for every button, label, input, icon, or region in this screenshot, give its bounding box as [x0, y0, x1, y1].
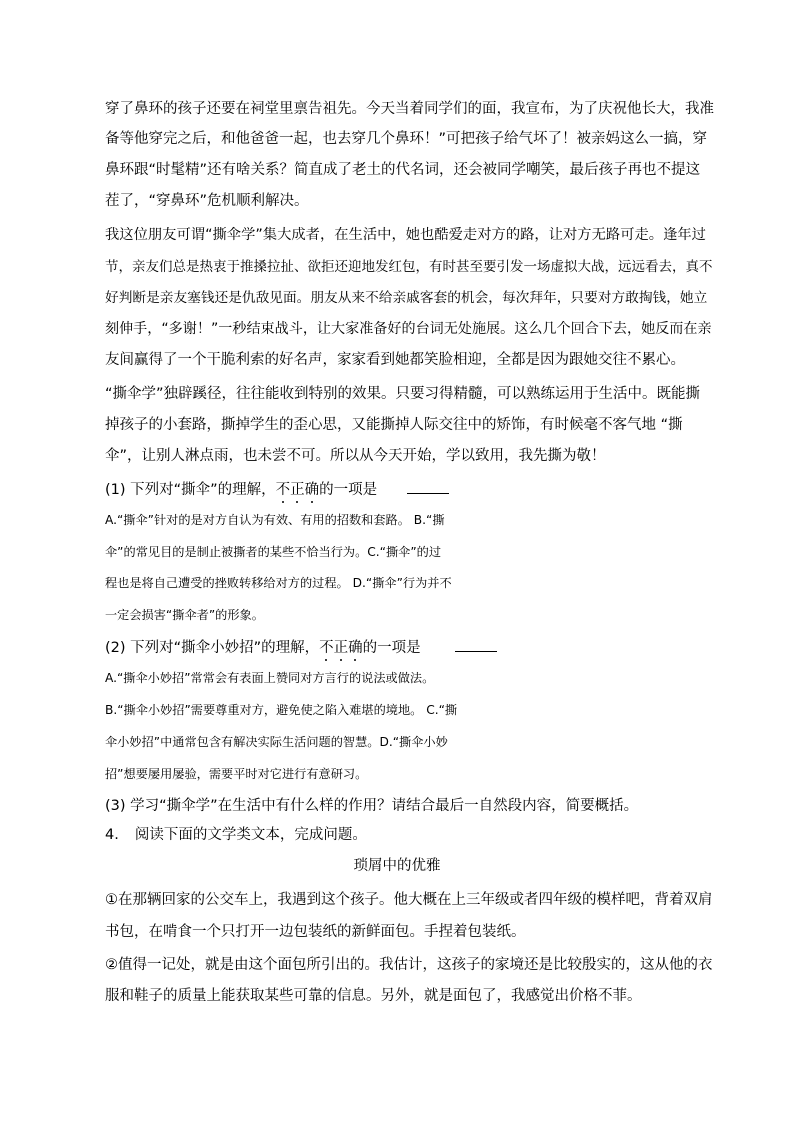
question-4-instruction: 阅读下面的文学类文本，完成问题。: [134, 827, 367, 843]
option-line: A.“撕伞小妙招”常常会有表面上赞同对方言行的说法或做法。: [105, 671, 435, 685]
question-2-post: 的一项是: [362, 640, 421, 656]
question-3: (3) 学习“撕伞学”在生活中有什么样的作用？请结合最后一自然段内容，简要概括。: [105, 798, 639, 814]
question-4-heading: [105, 826, 367, 844]
emphasis-char: 不: [275, 482, 291, 498]
text-line: 节，亲友们总是热衷于推搡拉扯、欲拒还迎地发红包，有时甚至要引发一场虚拟大战，远远看去，真不: [105, 259, 713, 275]
option-line: 伞小妙招”中通常包含有解决实际生活问题的智慧。D.“撕伞小妙: [105, 735, 448, 749]
text-line: ②值得一记处，就是由这个面包所引出的。我估计，这孩子的家境还是比较殷实的，这从他的衣: [105, 957, 713, 973]
option-line: 招”想要屡用屡验，需要平时对它进行有意研习。: [105, 767, 368, 781]
question-2-pre: (2) 下列对“撕伞小妙招”的理解，: [105, 640, 320, 656]
option-line: 一定会损害“撕伞者”的形象。: [105, 608, 264, 622]
text-line: 刻伸手，“多谢！”一秒结束战斗，让大家准备好的台词无处施展。这么几个回合下去，她反而在亲: [105, 321, 712, 337]
text-line: 服和鞋子的质量上能获取某些可靠的信息。另外，就是面包了，我感觉出价格不菲。: [105, 988, 642, 1004]
text-line: 茬了，“穿鼻环”危机顺利解决。: [105, 193, 309, 209]
question-1-stem: [105, 479, 449, 499]
text-line: 友间赢得了一个干脆利索的好名声，家家看到她都笑脸相迎，全都是因为跟她交往不累心。: [105, 352, 685, 368]
option-line: A.“撕伞”针对的是对方自认为有效、有用的招数和套路。 B.“撕: [105, 513, 445, 527]
option-line: B.“撕伞小妙招”需要尊重对方，避免使之陷入难堪的境地。 C.“撕: [105, 703, 458, 717]
question-1-pre: (1) 下列对“撕伞”的理解，: [105, 482, 276, 498]
text-line: 掉孩子的小套路，撕掉学生的歪心思，又能撕掉人际交往中的矫饰，有时候毫不客气地 “撕: [105, 417, 683, 433]
story-title: 琐屑中的优雅: [353, 858, 441, 874]
option-line: 伞”的常见目的是制止被撕者的某些不恰当行为。C.“撕伞”的过: [105, 545, 442, 559]
emphasis-char: 确: [348, 640, 363, 656]
text-line: ①在那辆回家的公交车上，我遇到这个孩子。他大概在上三年级或者四年级的模样吧，背着双肩: [105, 892, 713, 908]
option-line: 程也是将自己遭受的挫败转移给对方的过程。 D.“撕伞”行为并不: [105, 576, 452, 590]
text-line: “撕伞学”独辟蹊径，往往能收到特别的效果。只要习得精髓，可以熟练运用于生活中。既能撕: [105, 386, 701, 402]
text-line: 我这位朋友可谓“撕伞学”集大成者，在生活中，她也酷爱走对方的路，让对方无路可走。逢年过: [105, 227, 706, 243]
emphasis-char: 确: [304, 482, 320, 498]
text-line: 好判断是亲友塞钱还是仇敌见面。朋友从来不给亲戚客套的机会，每次拜年，只要对方敢掏钱，她立: [105, 290, 708, 306]
question-4-number: 4.: [105, 827, 119, 843]
text-line: 伞”，让别人淋点雨，也未尝不可。所以从今天开始，学以致用，我先撕为敬！: [105, 448, 606, 464]
text-line: 备等他穿完之后，和他爸爸一起，也去穿几个鼻环！”可把孩子给气坏了！被亲妈这么一搞，穿: [105, 131, 708, 147]
answer-blank[interactable]: [455, 637, 497, 652]
answer-blank[interactable]: [407, 479, 449, 494]
text-line: 书包，在啃食一个只打开一边包装纸的新鲜面包。手捏着包装纸。: [105, 924, 526, 940]
emphasis-char: 正: [290, 482, 305, 498]
text-line: 鼻环跟“时髦精”还有啥关系？简直成了老土的代名词，还会被同学嘲笑，最后孩子再也不提这: [105, 162, 701, 178]
question-1-post: 的一项是: [319, 482, 378, 498]
text-line: 穿了鼻环的孩子还要在祠堂里禀告祖先。今天当着同学们的面，我宣布，为了庆祝他长大，我准: [105, 101, 714, 117]
emphasis-char: 不: [319, 640, 334, 656]
question-2-stem: [105, 637, 497, 657]
emphasis-char: 正: [333, 640, 349, 656]
